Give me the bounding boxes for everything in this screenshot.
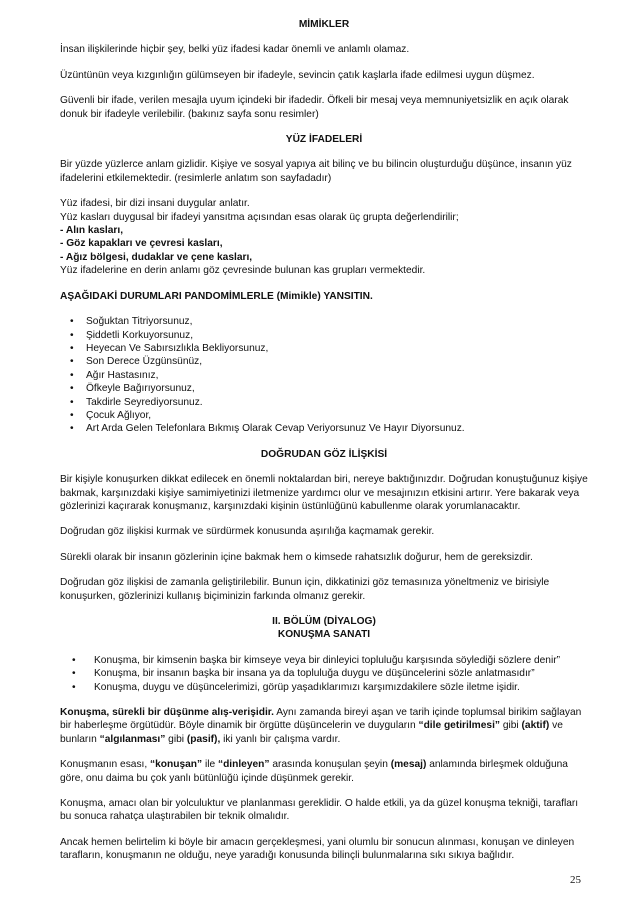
section-subtitle-konusma-sanati: KONUŞMA SANATI (277, 629, 371, 641)
list-item: • Çocuk Ağlıyor, (60, 409, 588, 422)
list-item: • Soğuktan Titriyorsunuz, (60, 315, 588, 328)
paragraph: Doğrudan göz ilişkisi kurmak ve sürdürmek konusunda aşırılığa kaçmamak gerekir. (60, 526, 435, 538)
list-item: • Konuşma, bir kimsenin başka bir kimseye veya bir dinleyici topluluğu karşısında söylediği sözlere denir” (60, 654, 588, 667)
list-item: • Konuşma, bir insanın başka bir insana ya da topluluğa duygu ve düşüncelerini sözle anlatmasıdır” (60, 667, 588, 680)
muscle-group: - Ağız bölgesi, dudaklar ve çene kasları, (60, 251, 253, 263)
document-page (60, 18, 588, 863)
list-item: • Heyecan Ve Sabırsızlıkla Bekliyorsunuz, (60, 342, 588, 355)
section-title-mimikler: MİMİKLER (298, 19, 350, 30)
list-item: • Konuşma, duygu ve düşüncelerimizi, görüp yaşadıklarımızı karşımızdakilere sözle iletme işidir. (60, 681, 588, 694)
paragraph: Konuşma, amacı olan bir yolculuktur ve planlanması gereklidir. O halde etkili, ya da güzel konuşma tekniği, tarafları bu sonuca rahatça ulaştırabilen bir teknik olmalıdır. (60, 798, 579, 823)
paragraph: İnsan ilişkilerinde hiçbir şey, belki yüz ifadesi kadar önemli ve anlamlı olamaz. (60, 44, 410, 56)
list-item: • Ağır Hastasınız, (60, 369, 588, 382)
paragraph: Ancak hemen belirtelim ki böyle bir amacın gerçekleşmesi, yani olumlu bir sonucun alınması, konuşan ve dinleyen tarafların, konuşmanın ne olduğu, neye yaradığı konusunda bilinçli bulunmalarına sıkı sıkıya bağlıdır. (60, 836, 575, 862)
paragraph: Yüz kasları duygusal bir ifadeyi yansıtma açısından esas olarak üç grupta değerlendirilir; (60, 211, 459, 223)
section-title-pandomim: AŞAĞIDAKİ DURUMLARI PANDOMİMLERLE (Mimikle) YANSITIN. (60, 290, 373, 302)
paragraph: Üzüntünün veya kızgınlığın gülümseyen bir ifadeyle, sevincin çatık kaşlarla ifade edilmesi uygun düşmez. (60, 69, 535, 81)
paragraph: Yüz ifadesi, bir dizi insani duygular anlatır. (60, 198, 250, 210)
page-number: 25 (570, 874, 581, 886)
section-title-yuz-ifadeleri: YÜZ İFADELERİ (285, 134, 363, 146)
paragraph: Doğrudan göz ilişkisi de zamanla geliştirilebilir. Bunun için, dikkatinizi göz temasınıza yöneltmeniz ve birisiyle konuşurken, gözlerinizi kullanış biçiminizin farkında olmanız gerekir. (60, 577, 550, 602)
paragraph: Sürekli olarak bir insanın gözlerinin içine bakmak hem o kimsede rahatsızlık doğurur, hem de gereksizdir. (60, 551, 533, 563)
paragraph: Yüz ifadelerine en derin anlamı göz çevresinde bulunan kas grupları vermektedir. (60, 265, 426, 277)
section-title-goz-iliskisi: DOĞRUDAN GÖZ İLİŞKİSİ (260, 448, 388, 460)
paragraph: Bir yüzde yüzlerce anlam gizlidir. Kişiye ve sosyal yapıya ait bilinç ve bu bilincin oluşturduğu düşünce, insanın yüz ifadelerini etkilemektedir. (resimlerle anlatım son sayfadadır) (60, 159, 572, 184)
list-item: • Takdirle Seyrediyorsunuz. (60, 396, 588, 409)
paragraph: Bir kişiyle konuşurken dikkat edilecek en önemli noktalardan biri, nereye baktığınızdır. Doğrudan konuştuğunuz kişiye bakmak, karşınızdaki kişiye samimiyetinizi iletmenize yardımcı olur ve mesajınızın etkisini artırır. Yere bakarak veya gözlerinizi kaçırarak konuşmanız, karşınızdaki kişinin üstünlüğünü kabullenme olarak yorumlanacaktır. (60, 474, 588, 512)
muscle-group: - Alın kasları, (60, 225, 124, 237)
list-item: • Şiddetli Korkuyorsunuz, (60, 329, 588, 342)
list-item: • Art Arda Gelen Telefonlara Bıkmış Olarak Cevap Veriyorsunuz Ve Hayır Diyorsunuz. (60, 422, 588, 435)
section-title-diyalog: II. BÖLÜM (DİYALOG) (272, 616, 376, 627)
muscle-group: - Göz kapakları ve çevresi kasları, (60, 238, 223, 250)
paragraph: Konuşma, sürekli bir düşünme alış-verişidir. Aynı zamanda bireyi aşan ve tarih içinde toplumsal birikim sağlayan bir haberleşme örgütüdür. Böyle dinamik bir örgütte düşüncelerin ve duyguların “dile getirilmesi” gibi (aktif) ve bunların “algılanması” gibi (pasif), iki yanlı bir çalışma vardır. (60, 707, 582, 745)
paragraph: Güvenli bir ifade, verilen mesajla uyum içindeki bir ifadedir. Öfkeli bir mesaj veya memnuniyetsizlik en açık olarak donuk bir ifadeyle verilebilir. (bakınız sayfa sonu resimler) (60, 95, 569, 120)
definition-list (60, 654, 588, 694)
paragraph: Konuşmanın esası, “konuşan” ile “dinleyen” arasında konuşulan şeyin (mesaj) anlamında birleşmek olduğuna göre, onu daima bu çok yanlı bütünlüğü içinde düşünmek gerekir. (60, 759, 568, 784)
list-item: • Öfkeyle Bağırıyorsunuz, (60, 382, 588, 395)
pantomime-list (60, 315, 588, 436)
list-item: • Son Derece Üzgünsünüz, (60, 355, 588, 368)
